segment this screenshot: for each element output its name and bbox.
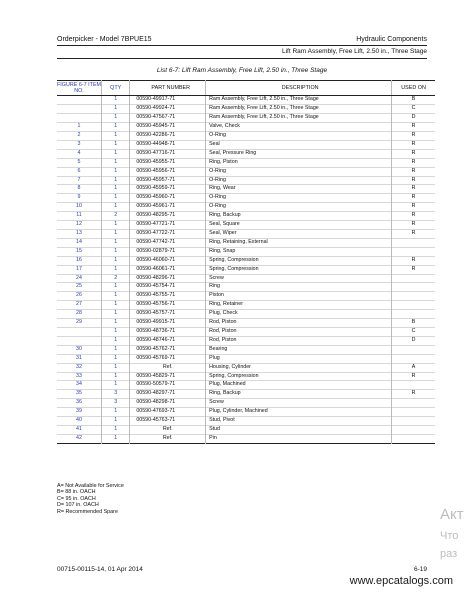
cell-used-on: A	[411, 363, 416, 370]
cell-description: Rod, Piston	[206, 319, 392, 328]
cell-part-number: 00590-47716-71	[130, 149, 206, 158]
table-row	[57, 96, 435, 105]
cell-used-on	[392, 434, 435, 443]
cell-description: Pin	[206, 434, 392, 443]
table-row	[57, 123, 435, 132]
cell-description: Rod, Piston	[206, 336, 392, 345]
cell-description: O-Ring	[206, 176, 392, 185]
cell-qty: 3	[102, 399, 130, 408]
watermark-text: www.epcatalogs.com	[349, 575, 453, 587]
cell-part-number: 00590-45956-71	[130, 167, 206, 176]
cell-description: Ring, Snap	[206, 247, 392, 256]
cell-part-number: Ref.	[130, 425, 206, 434]
table-row	[57, 105, 435, 114]
table-row	[57, 114, 435, 123]
cell-description: Spring, Compression	[206, 256, 392, 265]
cell-description: Housing, Cylinder	[206, 363, 392, 372]
cell-description: O-Ring	[206, 194, 392, 203]
table-row	[57, 221, 435, 230]
page-header-left: Orderpicker - Model 7BPUE15	[57, 36, 152, 43]
cell-item-no: 28	[57, 310, 102, 319]
cell-used-on	[392, 283, 435, 292]
cell-part-number: 00590-48298-71	[130, 399, 206, 408]
cell-description: O-Ring	[206, 203, 392, 212]
cell-item-no: 13	[57, 230, 102, 239]
cell-used-on: R	[411, 212, 416, 219]
cell-used-on: D	[411, 336, 416, 343]
table-row	[57, 372, 435, 381]
cell-part-number: 00590-45829-71	[130, 372, 206, 381]
cell-qty: 1	[102, 283, 130, 292]
cell-used-on	[392, 354, 435, 363]
cell-qty: 1	[102, 105, 130, 114]
table-row	[57, 265, 435, 274]
table-row	[57, 408, 435, 417]
cell-qty: 1	[102, 319, 130, 328]
cell-qty: 1	[102, 176, 130, 185]
page-header-right: Hydraulic Components	[356, 36, 427, 43]
table-row	[57, 167, 435, 176]
cell-qty: 1	[102, 292, 130, 301]
cell-qty: 1	[102, 372, 130, 381]
cell-used-on: R	[411, 390, 416, 397]
note-line: A= Not Available for Service	[57, 483, 124, 489]
header-qty: QTY	[102, 81, 130, 96]
cell-description: Screw	[206, 399, 392, 408]
table-row	[57, 194, 435, 203]
cell-description: Seal	[206, 140, 392, 149]
cell-used-on	[392, 417, 435, 426]
table-row	[57, 149, 435, 158]
cell-description: Ring, Retaining, External	[206, 238, 392, 247]
cell-used-on: R	[411, 372, 416, 379]
cell-used-on	[392, 292, 435, 301]
table-row	[57, 301, 435, 310]
cell-item-no: 3	[57, 140, 102, 149]
cell-qty: 1	[102, 408, 130, 417]
cell-item-no	[57, 114, 102, 123]
cell-qty: 1	[102, 140, 130, 149]
cell-used-on	[392, 310, 435, 319]
cell-qty: 1	[102, 345, 130, 354]
table-row	[57, 274, 435, 283]
cell-description: Ring, Backup	[206, 212, 392, 221]
cell-qty: 1	[102, 185, 130, 194]
cell-item-no	[57, 336, 102, 345]
cell-item-no: 6	[57, 167, 102, 176]
cell-qty: 3	[102, 390, 130, 399]
cell-qty: 1	[102, 230, 130, 239]
cell-qty: 1	[102, 425, 130, 434]
activation-overlay-line: раз	[440, 548, 458, 560]
cell-used-on: R	[411, 149, 416, 156]
cell-part-number: Ref.	[130, 434, 206, 443]
cell-item-no: 40	[57, 417, 102, 426]
table-row	[57, 354, 435, 363]
cell-qty: 1	[102, 194, 130, 203]
cell-description: Ram Assembly, Free Lift, 2.50 in., Three Stage	[206, 96, 392, 105]
table-row	[57, 381, 435, 390]
table-row	[57, 336, 435, 345]
cell-part-number: 00590-47722-71	[130, 230, 206, 239]
cell-description: Plug	[206, 354, 392, 363]
table-row	[57, 238, 435, 247]
cell-used-on: R	[411, 203, 416, 210]
cell-qty: 1	[102, 327, 130, 336]
header-divider	[57, 45, 427, 46]
cell-part-number: 00590-48295-71	[130, 212, 206, 221]
cell-description: Bearing	[206, 345, 392, 354]
cell-qty: 1	[102, 123, 130, 132]
cell-part-number: 00590-45755-71	[130, 292, 206, 301]
cell-used-on	[392, 274, 435, 283]
cell-used-on: D	[411, 114, 416, 121]
cell-description: Ram Assembly, Free Lift, 2.50 in., Three Stage	[206, 114, 392, 123]
cell-description: O-Ring	[206, 132, 392, 141]
table-row	[57, 158, 435, 167]
cell-used-on	[392, 399, 435, 408]
cell-qty: 1	[102, 238, 130, 247]
cell-item-no: 30	[57, 345, 102, 354]
header-part-number: PART NUMBER	[130, 81, 206, 96]
cell-item-no: 1	[57, 123, 102, 132]
cell-used-on	[392, 408, 435, 417]
cell-used-on	[392, 301, 435, 310]
cell-description: Stud, Pivot	[206, 417, 392, 426]
cell-description: Spring, Compression	[206, 372, 392, 381]
cell-part-number: 00590-45757-71	[130, 310, 206, 319]
cell-used-on: R	[411, 140, 416, 147]
table-row	[57, 230, 435, 239]
cell-item-no: 5	[57, 158, 102, 167]
note-line: D= 107 in. OACH	[57, 502, 99, 509]
cell-item-no: 31	[57, 354, 102, 363]
cell-part-number: 00590-48297-71	[130, 390, 206, 399]
table-row	[57, 345, 435, 354]
cell-qty: 1	[102, 96, 130, 105]
cell-description: Ring, Piston	[206, 158, 392, 167]
cell-item-no	[57, 105, 102, 114]
table-header-row	[57, 81, 435, 96]
cell-used-on: R	[411, 176, 416, 183]
table-row	[57, 310, 435, 319]
header-item-no: FIGURE 6-7 ITEM NO.	[57, 82, 102, 95]
note-line: B= 88 in. OACH	[57, 489, 96, 496]
cell-item-no: 7	[57, 176, 102, 185]
cell-item-no: 29	[57, 319, 102, 328]
cell-qty: 2	[102, 212, 130, 221]
cell-qty: 1	[102, 149, 130, 158]
cell-item-no: 39	[57, 408, 102, 417]
cell-qty: 1	[102, 221, 130, 230]
cell-qty: 1	[102, 114, 130, 123]
cell-part-number: 00590-48736-71	[130, 327, 206, 336]
cell-description: Plug, Cylinder, Machined	[206, 408, 392, 417]
cell-part-number: 00590-49924-71	[130, 105, 206, 114]
cell-description: Stud	[206, 425, 392, 434]
cell-part-number: 00590-45957-71	[130, 176, 206, 185]
cell-used-on: R	[411, 158, 416, 165]
note-line: R= Recommended Spare	[57, 508, 118, 515]
page-subtitle: Lift Ram Assembly, Free Lift, 2.50 in., Three Stage	[282, 48, 427, 55]
cell-item-no: 2	[57, 132, 102, 141]
cell-part-number: 00590-47567-71	[130, 114, 206, 123]
table-row	[57, 434, 435, 443]
cell-part-number: 00590-45955-71	[130, 158, 206, 167]
cell-part-number: 00590-49917-71	[130, 96, 206, 105]
cell-used-on: C	[411, 105, 416, 112]
cell-item-no: 10	[57, 203, 102, 212]
cell-item-no: 42	[57, 434, 102, 443]
cell-used-on: R	[411, 185, 416, 192]
cell-part-number: 00590-47742-71	[130, 238, 206, 247]
cell-part-number: 00590-45763-71	[130, 417, 206, 426]
cell-used-on	[392, 238, 435, 247]
cell-description: Ring, Wear	[206, 185, 392, 194]
cell-description: Screw	[206, 274, 392, 283]
cell-used-on: B	[411, 96, 416, 103]
table-row	[57, 212, 435, 221]
cell-description: Ram Assembly, Free Lift, 2.50 in., Three Stage	[206, 105, 392, 114]
header-description: DESCRIPTION	[206, 81, 392, 96]
table-row	[57, 185, 435, 194]
cell-item-no: 27	[57, 301, 102, 310]
table-row	[57, 399, 435, 408]
cell-qty: 1	[102, 354, 130, 363]
cell-part-number: Ref.	[130, 363, 206, 372]
table-row	[57, 140, 435, 149]
cell-qty: 1	[102, 203, 130, 212]
cell-qty: 1	[102, 167, 130, 176]
cell-used-on: R	[411, 221, 416, 228]
cell-item-no: 17	[57, 265, 102, 274]
cell-description: Ring, Backup	[206, 390, 392, 399]
footer-page-number: 6-19	[413, 566, 427, 573]
cell-item-no: 36	[57, 399, 102, 408]
cell-description: Rod, Piston	[206, 327, 392, 336]
table-row	[57, 256, 435, 265]
cell-part-number: 00590-45756-71	[130, 301, 206, 310]
cell-description: Seal, Pressure Ring	[206, 149, 392, 158]
cell-qty: 1	[102, 434, 130, 443]
cell-item-no: 11	[57, 212, 102, 221]
cell-used-on: R	[411, 167, 416, 174]
cell-used-on: R	[411, 265, 416, 272]
cell-qty: 1	[102, 363, 130, 372]
cell-description: Valve, Check	[206, 123, 392, 132]
cell-used-on: R	[411, 132, 416, 139]
cell-used-on: R	[411, 194, 416, 201]
cell-qty: 2	[102, 274, 130, 283]
cell-item-no: 34	[57, 381, 102, 390]
legend-notes	[57, 483, 124, 515]
table-row	[57, 390, 435, 399]
cell-part-number: 00590-45959-71	[130, 185, 206, 194]
cell-item-no: 16	[57, 256, 102, 265]
cell-part-number: 00590-47721-71	[130, 221, 206, 230]
cell-part-number: 00590-50579-71	[130, 381, 206, 390]
note-line: C= 95 in. OACH	[57, 495, 96, 502]
header-used-on: USED ON	[392, 81, 435, 96]
table-row	[57, 425, 435, 434]
cell-qty: 1	[102, 336, 130, 345]
cell-used-on: R	[411, 256, 416, 263]
cell-part-number: 00590-48746-71	[130, 336, 206, 345]
cell-item-no: 15	[57, 247, 102, 256]
cell-description: Seal, Wiper	[206, 230, 392, 239]
cell-used-on: R	[411, 230, 416, 236]
cell-used-on	[392, 381, 435, 390]
cell-qty: 1	[102, 310, 130, 319]
cell-part-number: 00590-47693-71	[130, 408, 206, 417]
table-row	[57, 363, 435, 372]
cell-item-no: 4	[57, 149, 102, 158]
table-row	[57, 292, 435, 301]
cell-item-no: 8	[57, 185, 102, 194]
cell-part-number: 00590-45945-71	[130, 123, 206, 132]
cell-description: O-Ring	[206, 167, 392, 176]
cell-part-number: 00590-02879-71	[130, 247, 206, 256]
cell-description: Piston	[206, 292, 392, 301]
cell-qty: 1	[102, 265, 130, 274]
cell-part-number: 00590-46061-71	[130, 265, 206, 274]
cell-item-no	[57, 327, 102, 336]
cell-part-number: 00590-49915-71	[130, 319, 206, 328]
cell-part-number: 00590-45961-71	[130, 203, 206, 212]
cell-part-number: 00590-42286-71	[130, 132, 206, 141]
activation-overlay-title: Акт	[440, 506, 464, 523]
cell-item-no: 14	[57, 238, 102, 247]
cell-item-no: 33	[57, 372, 102, 381]
cell-item-no: 41	[57, 425, 102, 434]
cell-item-no: 26	[57, 292, 102, 301]
cell-description: Ring	[206, 283, 392, 292]
subtitle-divider	[57, 58, 427, 59]
cell-part-number: 00590-45769-71	[130, 354, 206, 363]
table-row	[57, 132, 435, 141]
table-row	[57, 327, 435, 336]
cell-item-no: 32	[57, 363, 102, 372]
cell-used-on	[392, 345, 435, 354]
cell-qty: 1	[102, 301, 130, 310]
cell-used-on: R	[411, 123, 416, 130]
activation-overlay-line: Что	[440, 530, 459, 542]
cell-part-number: 00590-45762-71	[130, 345, 206, 354]
cell-used-on: B	[411, 319, 416, 326]
cell-description: Ring, Retainer	[206, 301, 392, 310]
table-caption: List 6-7: Lift Ram Assembly, Free Lift, 2.50 in., Three Stage	[156, 67, 328, 74]
cell-item-no: 9	[57, 194, 102, 203]
cell-qty: 1	[102, 381, 130, 390]
cell-part-number: 00590-48296-71	[130, 274, 206, 283]
cell-used-on: C	[411, 327, 416, 334]
cell-description: Plug, Check	[206, 310, 392, 319]
cell-part-number: 00590-45960-71	[130, 194, 206, 203]
table-row	[57, 283, 435, 292]
cell-description: Spring, Compression	[206, 265, 392, 274]
cell-part-number: 00590-45754-71	[130, 283, 206, 292]
parts-table-body	[57, 96, 435, 443]
cell-qty: 1	[102, 132, 130, 141]
cell-item-no: 12	[57, 221, 102, 230]
cell-qty: 1	[102, 256, 130, 265]
parts-table	[57, 80, 435, 444]
cell-qty: 1	[102, 158, 130, 167]
table-row	[57, 203, 435, 212]
cell-description: Seal, Square	[206, 221, 392, 230]
cell-item-no: 25	[57, 283, 102, 292]
cell-item-no	[57, 96, 102, 105]
cell-item-no: 35	[57, 390, 102, 399]
footer-doc-id: 00715-00115-14, 01 Apr 2014	[57, 566, 143, 573]
cell-qty: 1	[102, 247, 130, 256]
cell-item-no: 24	[57, 274, 102, 283]
cell-used-on	[392, 425, 435, 434]
cell-part-number: 00590-46060-71	[130, 256, 206, 265]
table-row	[57, 247, 435, 256]
cell-qty: 1	[102, 417, 130, 426]
cell-used-on	[392, 247, 435, 256]
table-row	[57, 417, 435, 426]
table-row	[57, 176, 435, 185]
cell-part-number: 00590-44948-71	[130, 140, 206, 149]
cell-description: Plug, Machined	[206, 381, 392, 390]
table-row	[57, 319, 435, 328]
